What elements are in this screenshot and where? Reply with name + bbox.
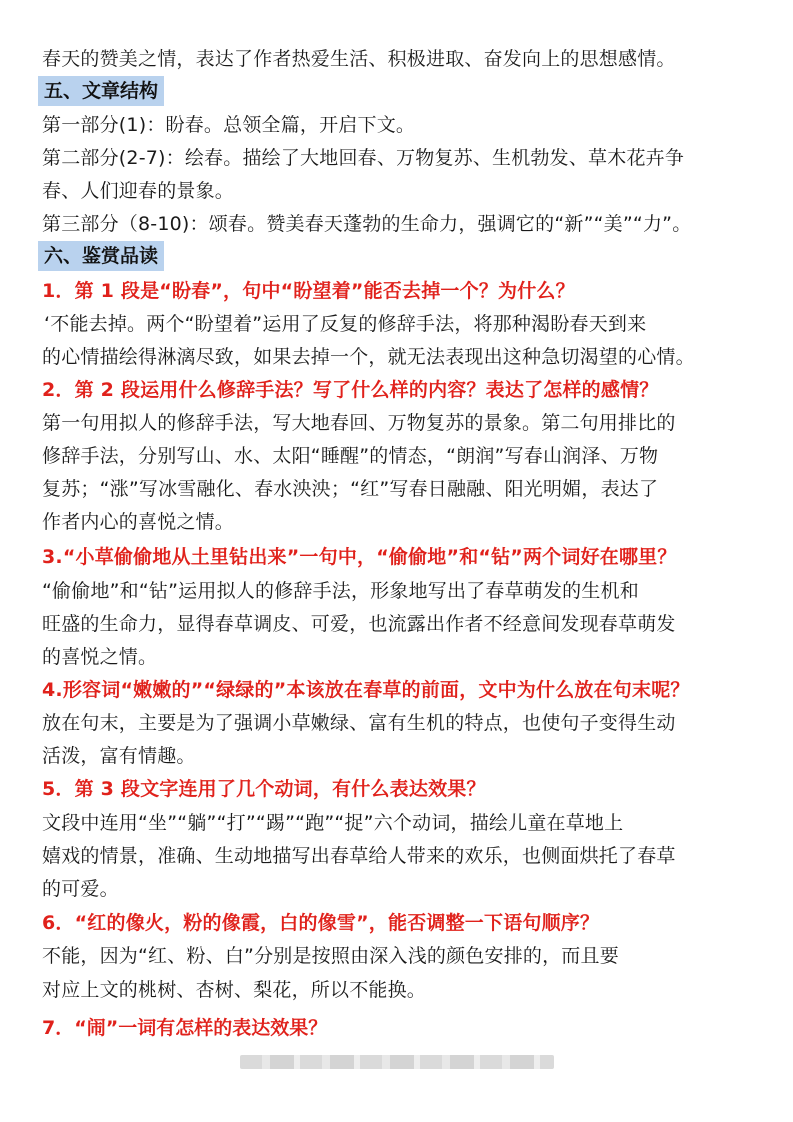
- answer-line: 旺盛的生命力，显得春草调皮、可爱，也流露出作者不经意间发现春草萌发: [42, 613, 676, 635]
- text-line: 第三部分（8-10)：颂春。赞美春天蓬勃的生命力，强调它的“新”“美”“力”。: [42, 213, 692, 235]
- text-line: 第二部分(2-7)：绘春。描绘了大地回春、万物复苏、生机勃发、草木花卉争: [42, 147, 685, 169]
- question-7-cut-off: [42, 1012, 542, 1039]
- question-5: 5．第 3 段文字连用了几个动词，有什么表达效果？: [42, 778, 486, 800]
- answer-line: 第一句用拟人的修辞手法，写大地春回、万物复苏的景象。第二句用排比的: [42, 412, 676, 434]
- question-7: 7．“闹”一词有怎样的表达效果？: [42, 1017, 328, 1039]
- section-heading-structure: 五、文章结构: [38, 76, 164, 106]
- section-heading-appreciation: 六、鉴赏品读: [38, 241, 164, 271]
- question-4: 4.形容词“嫩嫩的”“绿绿的”本该放在春草的前面，文中为什么放在句末呢？: [42, 679, 690, 701]
- answer-line: 的可爱。: [42, 878, 119, 900]
- answer-line: 对应上文的桃树、杏树、梨花，所以不能换。: [42, 979, 427, 1001]
- question-3: 3.“小草偷偷地从土里钻出来”一句中，“偷偷地”和“钻”两个词好在哪里？: [42, 546, 677, 568]
- text-line: 第一部分(1)：盼春。总领全篇，开启下文。: [42, 114, 416, 136]
- answer-line: 嬉戏的情景，准确、生动地描写出春草给人带来的欢乐，也侧面烘托了春草: [42, 845, 676, 867]
- answer-line: 不能，因为“红、粉、白”分别是按照由深入浅的颜色安排的，而且要: [42, 945, 619, 967]
- question-2: 2．第 2 段运用什么修辞手法？写了什么样的内容？表达了怎样的感情？: [42, 379, 659, 401]
- question-6: 6．“红的像火，粉的像霞，白的像雪”，能否调整一下语句顺序？: [42, 912, 600, 934]
- text-line: 春天的赞美之情，表达了作者热爱生活、积极进取、奋发向上的思想感情。: [42, 48, 676, 70]
- answer-line: 作者内心的喜悦之情。: [42, 511, 235, 533]
- answer-line: 复苏；“涨”写冰雪融化、春水泱泱；“红”写春日融融、阳光明媚，表达了: [42, 478, 659, 500]
- answer-line: 放在句末，主要是为了强调小草嫩绿、富有生机的特点，也使句子变得生动: [42, 712, 676, 734]
- text-line: 春、人们迎春的景象。: [42, 180, 235, 202]
- answer-line: 活泼，富有情趣。: [42, 745, 196, 767]
- answer-line: ‘不能去掉。两个“盼望着”运用了反复的修辞手法，将那种渴盼春天到来: [44, 313, 647, 335]
- answer-line: “偷偷地”和“钻”运用拟人的修辞手法，形象地写出了春草萌发的生机和: [42, 580, 639, 602]
- blurred-watermark: [240, 1055, 554, 1069]
- question-1: 1．第 1 段是“盼春”，句中“盼望着”能否去掉一个？为什么？: [42, 280, 575, 302]
- answer-line: 文段中连用“坐”“躺”“打”“踢”“跑”“捉”六个动词，描绘儿童在草地上: [42, 812, 624, 834]
- answer-line: 的心情描绘得淋漓尽致，如果去掉一个，就无法表现出这种急切渴望的心情。: [42, 346, 695, 368]
- answer-line: 修辞手法，分别写山、水、太阳“睡醒”的情态，“朗润”写春山润泽、万物: [42, 445, 659, 467]
- answer-line: 的喜悦之情。: [42, 646, 158, 668]
